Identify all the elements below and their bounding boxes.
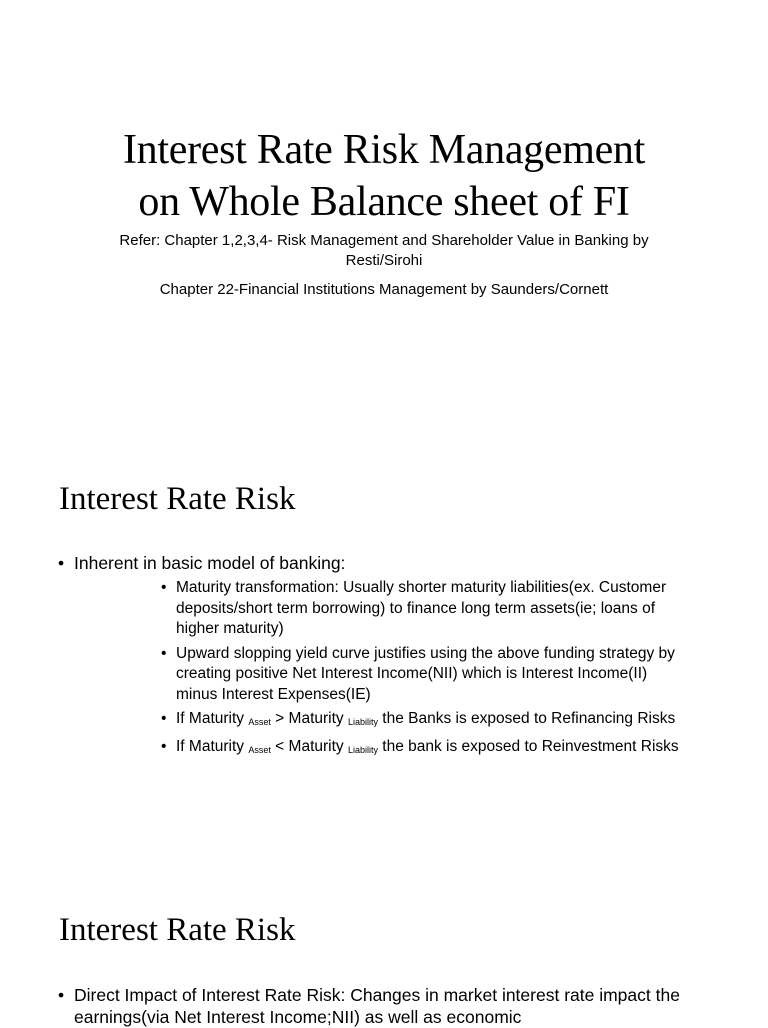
sub-bullet-list (74, 578, 728, 760)
slide-title (0, 0, 768, 432)
text-segment: If Maturity (176, 710, 249, 727)
slide-interest-rate-risk-2 (0, 864, 768, 1027)
text-segment: < Maturity (270, 737, 348, 755)
reference-saunders-cornett: Chapter 22-Financial Institutions Management by Saunders/Cornett (159, 281, 609, 298)
reference-resti-sirohi: Refer: Chapter 1,2,3,4- Risk Management and Shareholder Value in Banking by Resti/Sirohi (119, 232, 649, 269)
title-line-1: Interest Rate Risk Management (123, 127, 645, 173)
bullet-inherent-banking (0, 552, 768, 760)
sub-bullet-reinvestment-risk (74, 737, 728, 761)
title-line-2: on Whole Balance sheet of FI (138, 179, 630, 225)
slide-heading: Interest Rate Risk (59, 912, 296, 948)
subscript-asset: Asset (248, 744, 271, 755)
sub-bullet-yield-curve: • Upward slopping yield curve justifies using the above funding strategy by creating positive Net Interest Income(NII) which is Interest Income(II) minus Interest Expenses(IE) (74, 644, 728, 706)
text-segment: > Maturity (270, 710, 348, 727)
subscript-liability: Liability (347, 744, 378, 755)
slide-interest-rate-risk-1 (0, 432, 768, 864)
subscript-liability: Liability (347, 717, 378, 727)
presentation-title (60, 124, 708, 228)
subscript-asset: Asset (248, 717, 271, 727)
bullet-text: Inherent in basic model of banking: (74, 553, 346, 573)
bullet-list (0, 984, 768, 1028)
bullet-list (0, 552, 768, 760)
sub-bullet-refinancing-risk (74, 709, 728, 733)
bullet-direct-impact: • Direct Impact of Interest Rate Risk: Changes in market interest rate impact the earnings(via Net Interest Income;NII) as well as economic (0, 984, 768, 1028)
text-segment: the bank is exposed to Reinvestment Risks (377, 737, 679, 755)
text-segment: If Maturity (176, 737, 249, 755)
text-segment: the Banks is exposed to Refinancing Risks (377, 710, 676, 727)
sub-bullet-maturity-transformation: • Maturity transformation: Usually shorter maturity liabilities(ex. Customer deposits/short term borrowing) to finance long term assets(ie; loans of higher maturity) (74, 578, 728, 640)
slide-heading: Interest Rate Risk (59, 481, 296, 517)
